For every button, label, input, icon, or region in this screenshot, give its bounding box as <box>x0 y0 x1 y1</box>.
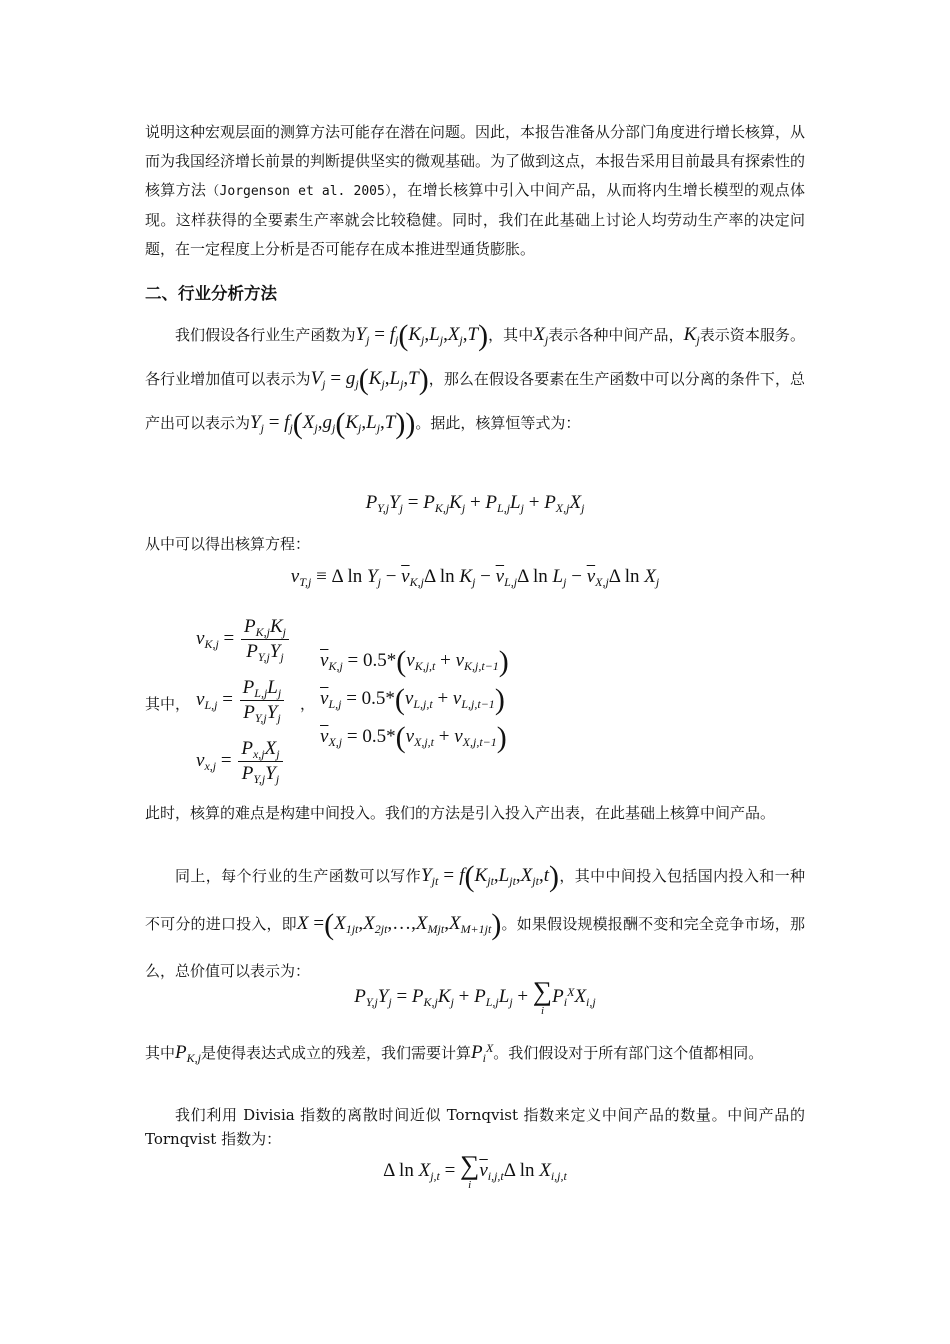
formula-avg-share-k: $\overline{v}_{K,j} = 0.5*(v_{K,j,t} + v_{K,j,t-1})$ <box>320 645 509 678</box>
formula-pix: $P_i^X$ <box>470 1041 494 1065</box>
p1-text-b: ，其中 <box>488 326 534 344</box>
formula-share-x: $v_{x,j}$ = $\frac{P_{x,j}X_j}{P_{Y,j}Y_j}$ <box>196 738 285 785</box>
equation-growth-accounting: $v_{T,j} \equiv \Delta$ $\ln Y_j - \overline{v}_{K,j}\Delta$ $\ln K_j - \overline{v}_{L,j}\Delta$ $\ln L_j - \overline{v}_{X,j}\Delta$ $\ln X_j$ <box>290 566 660 589</box>
intermediate-input-paragraph <box>145 801 805 825</box>
section-heading-block <box>145 281 805 307</box>
p5-text-c: 。我们假设对于所有部门这个值都相同。 <box>493 1044 764 1062</box>
intro-tail-text: ，在增长核算中引入中间产品，从而将内生增长模型的观点体现。这样获得的全要素生产率就会比较稳健。同时，我们在此基础上讨论人均劳动生产率的决定问题，在一定程度上分析是否可能存在成本推进型通货膨胀。 <box>145 181 805 258</box>
p6-text: 我们利用 Divisia 指数的离散时间近似 Tornqvist 指数来定义中间产品的数量。中间产品的 Tornqvist 指数为： <box>145 1106 805 1148</box>
where-label: 其中， <box>145 695 191 713</box>
p1-text-d: 表示资本服务。各行业增加值可以表示为 <box>145 326 805 388</box>
p1-text-e: ，那么在假设各要素在生产函数中可以分离的条件下，总产出可以表示为 <box>145 370 806 432</box>
equation-total-value: $P_{Y,j}Y_j = P_{K,j}K_j + P_{L,j}L_j$ + ∑ i $P_i^XX_{i,j}$ <box>354 976 596 1017</box>
section-heading: 二、行业分析方法 <box>145 284 277 303</box>
p1-text-c: 表示各种中间产品， <box>548 326 684 344</box>
formula-share-l: $v_{L,j}$ = $\frac{P_{L,j}L_j}{P_{Y,j}Y_j}$ <box>196 677 286 724</box>
residual-paragraph <box>145 1030 805 1076</box>
formula-production-function: $Y_j = f_j(K_j,L_j,X_j,T)$ <box>355 319 489 352</box>
p4-text-c: 。如果假设规模报酬不变和完全竞争市场，那么，总价值可以表示为： <box>145 915 805 980</box>
formula-kj: $K_j$ <box>683 324 700 347</box>
p4-text-a: 同上，每个行业的生产函数可以写作 <box>175 867 422 885</box>
industry-production-paragraph <box>145 852 805 995</box>
p2-text: 从中可以得出核算方程： <box>145 535 311 553</box>
formula-input-vector: $X =(X_{1jt},X_{2jt},\dots,X_{Mjt},X_{M+1jt})$ <box>296 908 502 941</box>
share-separator: ， <box>300 695 316 713</box>
formula-industry-production: $Y_{jt} = f(K_{jt},L_{jt},X_{jt},t)$ <box>421 860 559 893</box>
equation-accounting-identity: $P_{Y,j}Y_j = P_{K,j}K_j + P_{L,j}L_j + P_{X,j}X_j$ <box>365 492 585 515</box>
production-function-paragraph <box>145 313 805 445</box>
p5-text-b: 是使得表达式成立的残差，我们需要计算 <box>200 1044 471 1062</box>
intro-paragraph <box>145 118 805 264</box>
formula-pkj: $P_{K,j}$ <box>175 1042 201 1065</box>
equation-tornqvist-index: Δ $\ln X_{j,t}$ = ∑ i $\overline{v}_{i,j,t}\Delta$ $\ln X_{i,j,t}$ <box>383 1150 567 1191</box>
p3-text: 此时，核算的难点是构建中间投入。我们的方法是引入投入产出表，在此基础上核算中间产品。 <box>145 804 776 822</box>
formula-xj: $X_j$ <box>533 324 549 347</box>
accounting-equation-intro <box>145 530 805 559</box>
p1-text-a: 我们假设各行业生产函数为 <box>175 326 356 344</box>
citation: （Jorgenson et al. 2005） <box>206 184 392 199</box>
tornqvist-paragraph <box>145 1103 805 1151</box>
p1-text-f: 。据此，核算恒等式为： <box>415 414 581 432</box>
formula-share-k: $v_{K,j}$ = $\frac{P_{K,j}K_j}{P_{Y,j}Y_j}$ <box>196 616 291 663</box>
p5-text-a: 其中 <box>145 1044 176 1062</box>
p4-text-b: ，其中中间投入包括国内投入和一种不可分的进口投入，即 <box>145 867 805 933</box>
intro-text: 说明这种宏观层面的测算方法可能存在潜在问题。因此，本报告准备从分部门角度进行增长核算，从而为我国经济增长前景的判断提供坚实的微观基础。为了做到这点，本报告采用目前最具有探索性的核算方法 <box>145 123 806 199</box>
formula-value-added: $V_j = g_j(K_j,L_j,T)$ <box>310 363 429 396</box>
formula-avg-share-x: $\overline{v}_{X,j} = 0.5*(v_{X,j,t} + v_{X,j,t-1})$ <box>320 721 507 754</box>
formula-gross-output: $Y_j = f_j(X_j,g_j(K_j,L_j,T))$ <box>250 407 416 440</box>
formula-avg-share-l: $\overline{v}_{L,j} = 0.5*(v_{L,j,t} + v_{L,j,t-1})$ <box>320 683 505 716</box>
